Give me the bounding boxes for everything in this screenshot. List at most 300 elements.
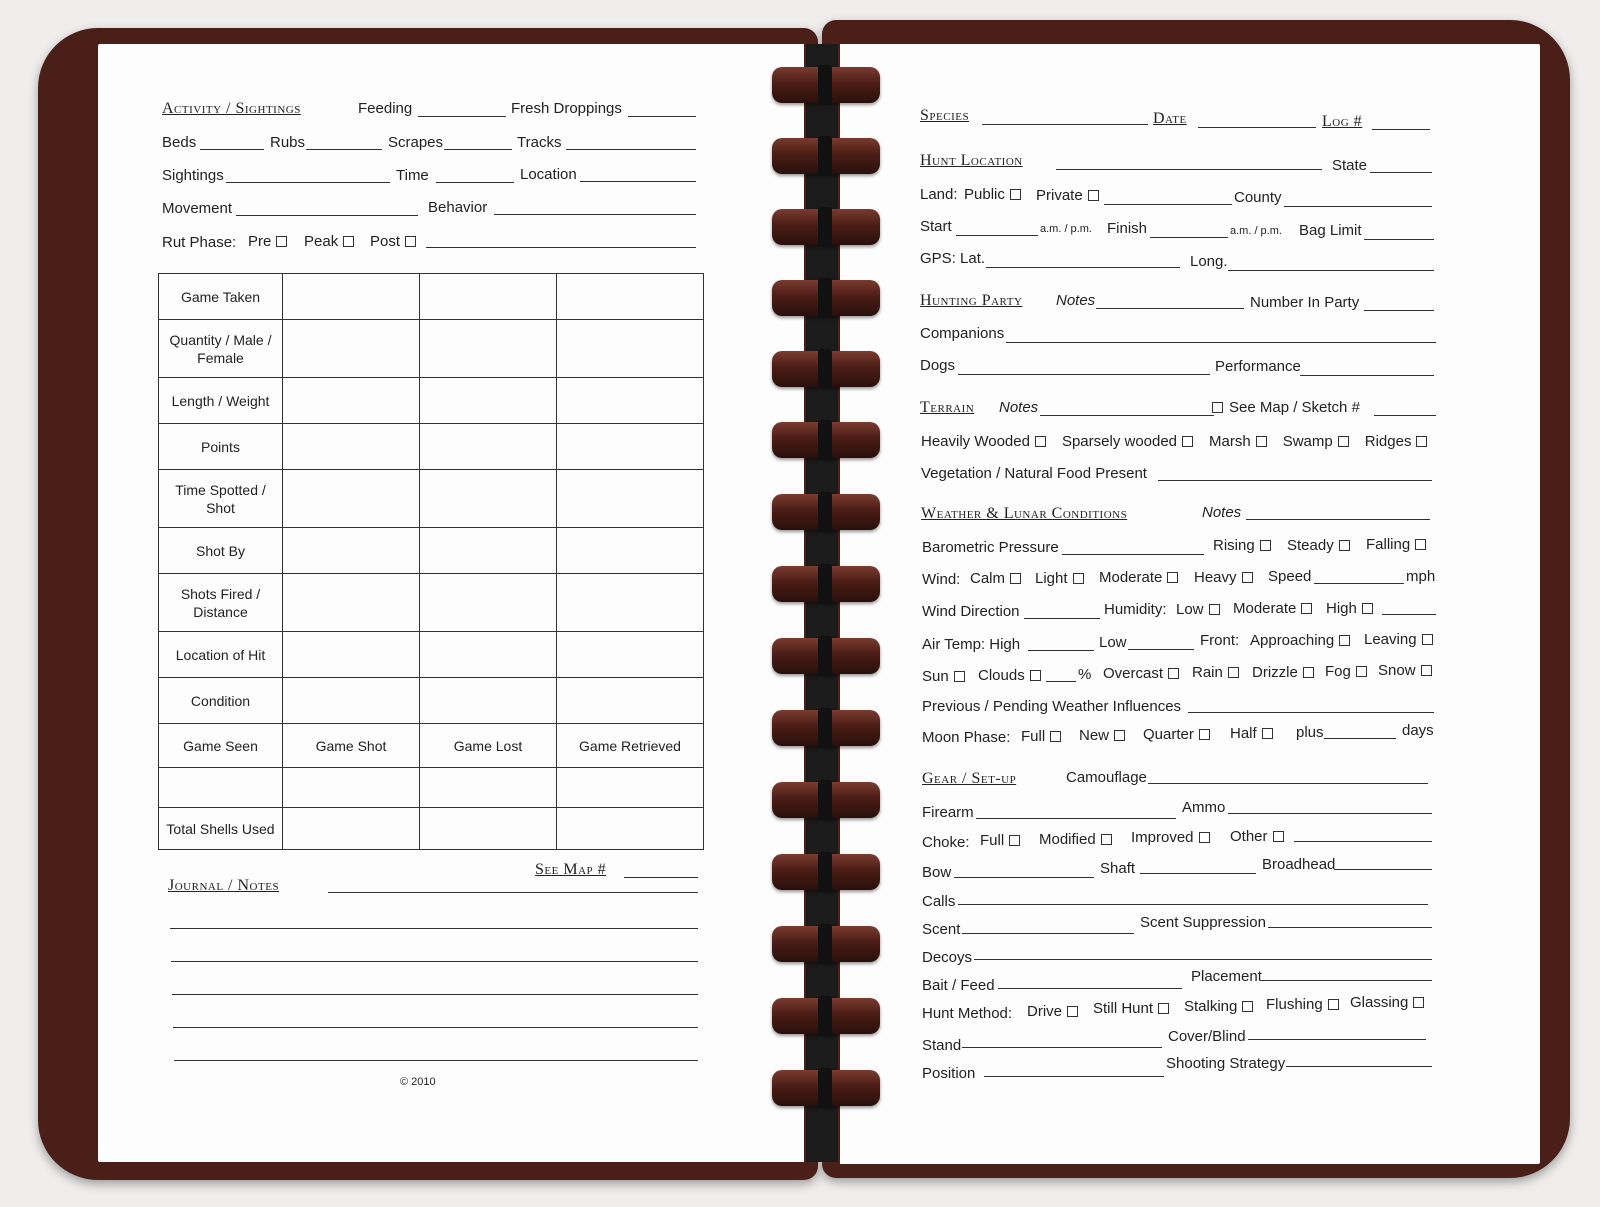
moon-new-checkbox[interactable] bbox=[1114, 730, 1125, 741]
land-private-option[interactable] bbox=[1036, 187, 1099, 204]
table-cell[interactable] bbox=[420, 424, 557, 470]
terrain-option-label: Sparsely wooded bbox=[1061, 433, 1178, 450]
table-row bbox=[159, 768, 704, 808]
terrain-option-label: Swamp bbox=[1282, 433, 1333, 450]
table-cell[interactable] bbox=[283, 320, 420, 378]
position-label: Position bbox=[922, 1065, 976, 1082]
choke-modified-option[interactable] bbox=[1039, 831, 1112, 848]
calls-line[interactable] bbox=[958, 904, 1428, 905]
drive-checkbox[interactable] bbox=[1067, 1006, 1078, 1017]
rut-post-checkbox[interactable] bbox=[405, 236, 416, 247]
table-cell[interactable] bbox=[557, 632, 704, 678]
humidity-label: Humidity: bbox=[1104, 601, 1167, 618]
land-public-option[interactable] bbox=[964, 186, 1021, 203]
table-cell[interactable] bbox=[420, 470, 557, 528]
number-in-party-label: Number In Party bbox=[1250, 294, 1360, 311]
table-cell[interactable] bbox=[420, 378, 557, 424]
choke-modified-checkbox[interactable] bbox=[1101, 834, 1112, 845]
row-label: Quantity / Male / Female bbox=[159, 320, 283, 378]
rising-option[interactable] bbox=[1213, 537, 1271, 554]
table-cell[interactable] bbox=[557, 678, 704, 724]
gps-lat-line[interactable] bbox=[986, 267, 1180, 268]
land-line[interactable] bbox=[1104, 204, 1232, 205]
movement-label: Movement bbox=[162, 200, 233, 217]
terrain-option[interactable] bbox=[1209, 433, 1267, 450]
calm-option[interactable] bbox=[970, 570, 1021, 587]
behavior-label: Behavior bbox=[428, 199, 488, 216]
ammo-label: Ammo bbox=[1182, 799, 1226, 816]
choke-improved-option[interactable] bbox=[1131, 829, 1210, 846]
humidity-low-checkbox[interactable] bbox=[1209, 604, 1220, 615]
speed-line[interactable] bbox=[1314, 583, 1404, 584]
county-line[interactable] bbox=[1284, 206, 1432, 207]
fog-label: Fog bbox=[1325, 663, 1351, 680]
table-cell[interactable] bbox=[420, 632, 557, 678]
shaft-line[interactable] bbox=[1140, 873, 1256, 874]
front-label: Front: bbox=[1200, 632, 1240, 649]
weather-notes-label: Notes bbox=[1202, 504, 1242, 521]
hunt-method-label: Hunt Method: bbox=[922, 1005, 1013, 1022]
terrain-option-label: Heavily Wooded bbox=[921, 433, 1030, 450]
moon-quarter-label: Quarter bbox=[1143, 726, 1194, 743]
terrain-header: Terrain bbox=[920, 399, 975, 416]
table-row bbox=[159, 632, 704, 678]
snow-option[interactable] bbox=[1378, 662, 1432, 679]
finish-ampm: a.m. / p.m. bbox=[1230, 225, 1282, 237]
clouds-label: Clouds bbox=[978, 667, 1025, 684]
choke-label: Choke: bbox=[922, 834, 970, 851]
steady-option[interactable] bbox=[1287, 537, 1350, 554]
cover-blind-line[interactable] bbox=[1248, 1039, 1426, 1040]
fog-option[interactable] bbox=[1325, 663, 1367, 680]
hunt-location-line[interactable] bbox=[1056, 169, 1322, 170]
table-row bbox=[159, 378, 704, 424]
table-row bbox=[159, 274, 704, 320]
state-line[interactable] bbox=[1370, 172, 1432, 173]
rut-peak-checkbox[interactable] bbox=[343, 236, 354, 247]
shaft-label: Shaft bbox=[1100, 860, 1136, 877]
table-row bbox=[159, 424, 704, 470]
stalking-option[interactable] bbox=[1184, 998, 1253, 1015]
moon-quarter-option[interactable] bbox=[1143, 726, 1210, 743]
table-cell[interactable] bbox=[420, 808, 557, 850]
hunt-location-header: Hunt Location bbox=[920, 152, 1023, 169]
journal-line[interactable] bbox=[170, 928, 698, 929]
glassing-option[interactable] bbox=[1350, 994, 1424, 1011]
clouds-option[interactable] bbox=[978, 667, 1041, 684]
table-cell[interactable] bbox=[283, 274, 420, 320]
choke-full-option[interactable] bbox=[980, 832, 1020, 849]
sightings-label: Sightings bbox=[162, 167, 224, 184]
beds-line[interactable] bbox=[200, 149, 264, 150]
wind-moderate-option[interactable] bbox=[1099, 569, 1178, 586]
scrapes-line[interactable] bbox=[444, 149, 512, 150]
row-label: Length / Weight bbox=[159, 378, 283, 424]
stand-label: Stand bbox=[922, 1037, 962, 1054]
feeding-line[interactable] bbox=[418, 116, 506, 117]
table-cell[interactable] bbox=[283, 678, 420, 724]
mph-label: mph bbox=[1406, 568, 1436, 585]
table-cell[interactable] bbox=[420, 274, 557, 320]
table-row bbox=[159, 320, 704, 378]
scent-suppression-line[interactable] bbox=[1268, 927, 1432, 928]
vegetation-line[interactable] bbox=[1158, 480, 1432, 481]
snow-label: Snow bbox=[1378, 662, 1416, 679]
wind-direction-line[interactable] bbox=[1024, 618, 1100, 619]
rain-label: Rain bbox=[1192, 664, 1223, 681]
rut-post-label: Post bbox=[370, 233, 401, 250]
baro-label: Barometric Pressure bbox=[922, 539, 1059, 556]
movement-line[interactable] bbox=[236, 215, 418, 216]
species-line[interactable] bbox=[982, 124, 1148, 125]
finish-line[interactable] bbox=[1150, 237, 1228, 238]
binding-ring bbox=[772, 494, 880, 530]
broadhead-line[interactable] bbox=[1334, 869, 1432, 870]
terrain-option[interactable] bbox=[1283, 433, 1349, 450]
party-notes-line[interactable] bbox=[1096, 308, 1244, 309]
private-label: Private bbox=[1036, 187, 1083, 204]
gps-long-line[interactable] bbox=[1228, 270, 1434, 271]
moon-new-option[interactable] bbox=[1079, 727, 1125, 744]
table-cell[interactable] bbox=[557, 424, 704, 470]
rain-option[interactable] bbox=[1192, 664, 1239, 681]
terrain-option-checkbox[interactable] bbox=[1338, 436, 1349, 447]
stalking-checkbox[interactable] bbox=[1242, 1001, 1253, 1012]
public-label: Public bbox=[964, 186, 1005, 203]
binding-ring bbox=[772, 998, 880, 1034]
falling-option[interactable] bbox=[1366, 536, 1426, 553]
private-checkbox[interactable] bbox=[1088, 190, 1099, 201]
overcast-option[interactable] bbox=[1103, 665, 1179, 682]
overcast-checkbox[interactable] bbox=[1168, 668, 1179, 679]
heavy-label: Heavy bbox=[1194, 569, 1237, 586]
bag-limit-label: Bag Limit bbox=[1299, 222, 1362, 239]
location-label: Location bbox=[520, 166, 577, 183]
see-map-sketch-checkbox[interactable] bbox=[1212, 402, 1223, 413]
binding-ring bbox=[772, 566, 880, 602]
see-map-line[interactable] bbox=[624, 877, 698, 878]
still-hunt-label: Still Hunt bbox=[1093, 1000, 1154, 1017]
still-hunt-checkbox[interactable] bbox=[1158, 1003, 1169, 1014]
column-header: Game Lost bbox=[420, 724, 557, 768]
table-row bbox=[159, 574, 704, 632]
humidity-high-option[interactable] bbox=[1326, 600, 1373, 617]
placement-line[interactable] bbox=[1262, 980, 1432, 981]
light-label: Light bbox=[1035, 570, 1068, 587]
journal-line[interactable] bbox=[174, 1060, 698, 1061]
scrapes-label: Scrapes bbox=[388, 134, 444, 151]
table-cell[interactable] bbox=[557, 768, 704, 808]
still-hunt-option[interactable] bbox=[1093, 1000, 1169, 1017]
position-line[interactable] bbox=[984, 1076, 1164, 1077]
table-row bbox=[159, 678, 704, 724]
steady-label: Steady bbox=[1287, 537, 1334, 554]
see-map-sketch-option[interactable] bbox=[1212, 399, 1360, 416]
glassing-label: Glassing bbox=[1350, 994, 1409, 1011]
row-label: Condition bbox=[159, 678, 283, 724]
moon-new-label: New bbox=[1079, 727, 1110, 744]
journal-line[interactable] bbox=[173, 1027, 698, 1028]
table-cell[interactable] bbox=[283, 632, 420, 678]
weather-notes-line[interactable] bbox=[1246, 519, 1430, 520]
calls-label: Calls bbox=[922, 893, 956, 910]
binding-ring bbox=[772, 351, 880, 387]
approaching-checkbox[interactable] bbox=[1339, 635, 1350, 646]
moon-half-option[interactable] bbox=[1230, 725, 1273, 742]
sun-checkbox[interactable] bbox=[954, 671, 965, 682]
rut-pre-option[interactable] bbox=[248, 233, 287, 250]
behavior-line[interactable] bbox=[494, 214, 696, 215]
light-option[interactable] bbox=[1035, 570, 1084, 587]
column-header: Game Retrieved bbox=[557, 724, 704, 768]
journal-header: Journal / Notes bbox=[168, 877, 280, 894]
location-line[interactable] bbox=[580, 181, 696, 182]
terrain-notes-label: Notes bbox=[999, 399, 1039, 416]
terrain-option-checkbox[interactable] bbox=[1035, 436, 1046, 447]
overcast-label: Overcast bbox=[1103, 665, 1164, 682]
moon-days-label: days bbox=[1402, 722, 1434, 739]
date-line[interactable] bbox=[1198, 127, 1316, 128]
rising-label: Rising bbox=[1213, 537, 1255, 554]
glassing-checkbox[interactable] bbox=[1413, 997, 1424, 1008]
terrain-option[interactable] bbox=[921, 433, 1046, 450]
tracks-line[interactable] bbox=[566, 149, 696, 150]
snow-checkbox[interactable] bbox=[1421, 665, 1432, 676]
moon-plus-label: plus bbox=[1296, 724, 1324, 741]
terrain-option-checkbox[interactable] bbox=[1182, 436, 1193, 447]
table-cell[interactable] bbox=[557, 378, 704, 424]
table-row bbox=[159, 528, 704, 574]
table-cell[interactable] bbox=[557, 274, 704, 320]
bag-limit-line[interactable] bbox=[1364, 239, 1434, 240]
row-label: Shot By bbox=[159, 528, 283, 574]
start-line[interactable] bbox=[956, 235, 1038, 236]
scent-line[interactable] bbox=[962, 933, 1134, 934]
rubs-label: Rubs bbox=[270, 134, 306, 151]
choke-improved-label: Improved bbox=[1131, 829, 1194, 846]
light-checkbox[interactable] bbox=[1073, 573, 1084, 584]
firearm-label: Firearm bbox=[922, 804, 974, 821]
table-cell[interactable] bbox=[557, 808, 704, 850]
table-cell[interactable] bbox=[283, 470, 420, 528]
moon-phase-label: Moon Phase: bbox=[922, 729, 1011, 746]
time-label: Time bbox=[396, 167, 429, 184]
species-label: Species bbox=[920, 107, 970, 124]
table-cell[interactable] bbox=[557, 574, 704, 632]
drive-label: Drive bbox=[1027, 1003, 1063, 1020]
cover-blind-label: Cover/Blind bbox=[1168, 1028, 1246, 1045]
binding-ring bbox=[772, 209, 880, 245]
number-in-party-line[interactable] bbox=[1364, 310, 1434, 311]
decoys-line[interactable] bbox=[974, 959, 1432, 960]
air-temp-low-label: Low bbox=[1099, 634, 1127, 651]
table-cell[interactable] bbox=[283, 768, 420, 808]
column-header: Game Seen bbox=[159, 724, 283, 768]
baro-line[interactable] bbox=[1062, 554, 1204, 555]
bow-line[interactable] bbox=[954, 877, 1094, 878]
air-temp-low-line[interactable] bbox=[1128, 649, 1194, 650]
date-label: Date bbox=[1153, 110, 1187, 127]
gear-header: Gear / Set-up bbox=[922, 770, 1017, 787]
broadhead-label: Broadhead bbox=[1262, 856, 1336, 873]
table-cell[interactable] bbox=[283, 574, 420, 632]
beds-label: Beds bbox=[162, 134, 197, 151]
moon-half-label: Half bbox=[1230, 725, 1257, 742]
falling-checkbox[interactable] bbox=[1415, 539, 1426, 550]
public-checkbox[interactable] bbox=[1010, 189, 1021, 200]
gps-lat-label: GPS: Lat. bbox=[920, 250, 986, 267]
log-label: Log # bbox=[1322, 113, 1363, 130]
calm-checkbox[interactable] bbox=[1010, 573, 1021, 584]
see-map-sketch-label: See Map / Sketch # bbox=[1229, 399, 1360, 416]
start-label: Start bbox=[920, 218, 952, 235]
fresh-droppings-label: Fresh Droppings bbox=[511, 100, 622, 117]
land-label: Land: bbox=[920, 186, 958, 203]
ammo-line[interactable] bbox=[1228, 813, 1432, 814]
drizzle-option[interactable] bbox=[1252, 664, 1314, 681]
flushing-option[interactable] bbox=[1266, 996, 1339, 1013]
weather-header: Weather & Lunar Conditions bbox=[921, 505, 1128, 522]
heavy-checkbox[interactable] bbox=[1242, 572, 1253, 583]
table-cell[interactable] bbox=[420, 528, 557, 574]
fresh-droppings-line[interactable] bbox=[628, 116, 696, 117]
state-label: State bbox=[1332, 157, 1368, 174]
moon-full-option[interactable] bbox=[1021, 728, 1061, 745]
shooting-strategy-label: Shooting Strategy bbox=[1166, 1055, 1286, 1072]
moon-plus-line[interactable] bbox=[1324, 738, 1396, 739]
fog-checkbox[interactable] bbox=[1356, 666, 1367, 677]
clouds-checkbox[interactable] bbox=[1030, 670, 1041, 681]
binding-ring bbox=[772, 638, 880, 674]
table-cell[interactable] bbox=[420, 768, 557, 808]
previous-weather-line[interactable] bbox=[1188, 712, 1434, 713]
rain-checkbox[interactable] bbox=[1228, 667, 1239, 678]
game-table bbox=[158, 273, 704, 850]
sightings-line[interactable] bbox=[226, 182, 390, 183]
choke-other-line[interactable] bbox=[1294, 841, 1432, 842]
binding-ring bbox=[772, 280, 880, 316]
rut-peak-option[interactable] bbox=[304, 233, 354, 250]
choke-other-option[interactable] bbox=[1230, 828, 1284, 845]
rut-pre-checkbox[interactable] bbox=[276, 236, 287, 247]
terrain-option[interactable] bbox=[1062, 433, 1193, 450]
choke-full-checkbox[interactable] bbox=[1009, 835, 1020, 846]
table-cell[interactable] bbox=[283, 378, 420, 424]
activity-header: Activity / Sightings bbox=[162, 100, 301, 117]
binding-ring bbox=[772, 67, 880, 103]
stand-line[interactable] bbox=[962, 1047, 1162, 1048]
dogs-line[interactable] bbox=[958, 374, 1210, 375]
choke-improved-checkbox[interactable] bbox=[1199, 832, 1210, 843]
rut-phase-label: Rut Phase: bbox=[162, 234, 237, 251]
air-temp-high-line[interactable] bbox=[1028, 650, 1094, 651]
humidity-high-checkbox[interactable] bbox=[1362, 603, 1373, 614]
table-cell[interactable] bbox=[557, 528, 704, 574]
humidity-moderate-option[interactable] bbox=[1233, 600, 1312, 617]
humidity-moderate-label: Moderate bbox=[1233, 600, 1297, 617]
speed-label: Speed bbox=[1268, 568, 1312, 585]
table-cell[interactable] bbox=[283, 528, 420, 574]
clouds-percent-line[interactable] bbox=[1046, 681, 1076, 682]
table-cell[interactable] bbox=[420, 320, 557, 378]
table-cell[interactable] bbox=[557, 320, 704, 378]
log-line[interactable] bbox=[1372, 129, 1430, 130]
table-cell[interactable] bbox=[420, 574, 557, 632]
terrain-option-label: Marsh bbox=[1209, 433, 1251, 450]
journal-line[interactable] bbox=[171, 961, 698, 962]
wind-moderate-checkbox[interactable] bbox=[1167, 572, 1178, 583]
shooting-strategy-line[interactable] bbox=[1286, 1066, 1432, 1067]
moon-full-checkbox[interactable] bbox=[1050, 731, 1061, 742]
journal-line[interactable] bbox=[172, 994, 698, 995]
rubs-line[interactable] bbox=[306, 149, 382, 150]
decoys-label: Decoys bbox=[922, 949, 973, 966]
gps-long-label: Long. bbox=[1190, 253, 1228, 270]
steady-checkbox[interactable] bbox=[1339, 540, 1350, 551]
sun-option[interactable] bbox=[922, 668, 965, 685]
leaving-checkbox[interactable] bbox=[1422, 634, 1433, 645]
rut-notes-line[interactable] bbox=[426, 247, 696, 248]
table-cell[interactable] bbox=[283, 808, 420, 850]
choke-modified-label: Modified bbox=[1039, 831, 1096, 848]
start-ampm: a.m. / p.m. bbox=[1040, 223, 1092, 235]
firearm-line[interactable] bbox=[976, 818, 1176, 819]
table-cell[interactable] bbox=[159, 768, 283, 808]
terrain-option-label: Ridges bbox=[1364, 433, 1412, 450]
drive-option[interactable] bbox=[1027, 1003, 1078, 1020]
row-label: Shots Fired / Distance bbox=[159, 574, 283, 632]
humidity-low-option[interactable] bbox=[1176, 601, 1220, 618]
performance-line[interactable] bbox=[1300, 375, 1434, 376]
camouflage-label: Camouflage bbox=[1066, 769, 1147, 786]
wind-label: Wind: bbox=[922, 571, 961, 588]
table-row bbox=[159, 470, 704, 528]
companions-line[interactable] bbox=[1006, 342, 1436, 343]
moon-half-checkbox[interactable] bbox=[1262, 728, 1273, 739]
camouflage-line[interactable] bbox=[1148, 783, 1428, 784]
falling-label: Falling bbox=[1366, 536, 1411, 553]
terrain-option-checkbox[interactable] bbox=[1256, 436, 1267, 447]
journal-line[interactable] bbox=[328, 892, 698, 893]
leaving-label: Leaving bbox=[1364, 631, 1417, 648]
table-cell[interactable] bbox=[283, 424, 420, 470]
table-cell[interactable] bbox=[420, 678, 557, 724]
terrain-option[interactable] bbox=[1365, 433, 1428, 450]
heavy-option[interactable] bbox=[1194, 569, 1253, 586]
humidity-moderate-checkbox[interactable] bbox=[1301, 603, 1312, 614]
rut-post-option[interactable] bbox=[370, 233, 416, 250]
flushing-checkbox[interactable] bbox=[1328, 999, 1339, 1010]
moon-quarter-checkbox[interactable] bbox=[1199, 729, 1210, 740]
party-notes-label: Notes bbox=[1056, 292, 1096, 309]
table-cell[interactable] bbox=[557, 470, 704, 528]
bait-feed-line[interactable] bbox=[998, 988, 1182, 989]
county-label: County bbox=[1234, 189, 1282, 206]
see-map-sketch-line[interactable] bbox=[1374, 415, 1436, 416]
rising-checkbox[interactable] bbox=[1260, 540, 1271, 551]
approaching-option[interactable] bbox=[1250, 632, 1350, 649]
humidity-line[interactable] bbox=[1382, 614, 1436, 615]
choke-other-checkbox[interactable] bbox=[1273, 831, 1284, 842]
terrain-notes-line[interactable] bbox=[1040, 415, 1214, 416]
feeding-label: Feeding bbox=[358, 100, 413, 117]
total-shells-label: Total Shells Used bbox=[159, 808, 283, 850]
time-line[interactable] bbox=[436, 182, 514, 183]
drizzle-checkbox[interactable] bbox=[1303, 667, 1314, 678]
leaving-option[interactable] bbox=[1364, 631, 1433, 648]
terrain-option-checkbox[interactable] bbox=[1416, 436, 1427, 447]
rut-pre-label: Pre bbox=[248, 233, 272, 250]
